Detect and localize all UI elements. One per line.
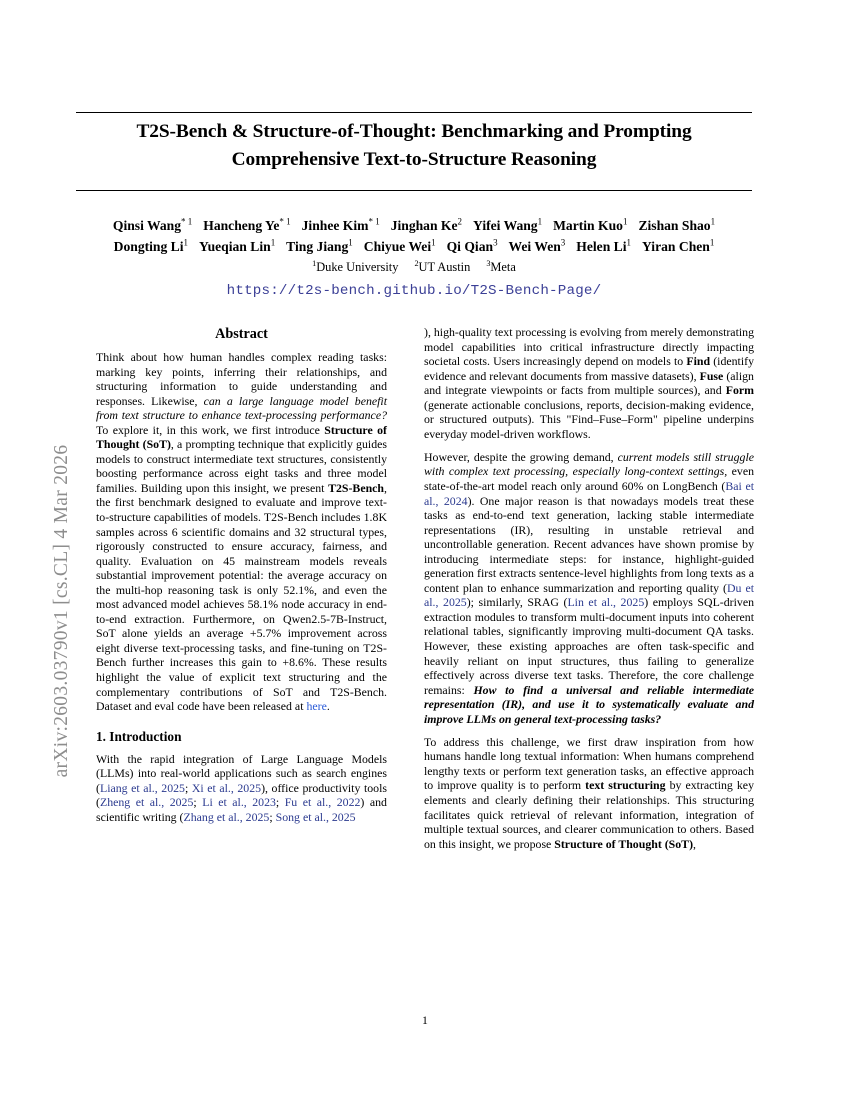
abstract-body: Think about how human handles complex reading tasks: marking key points, inferring their relationships, and structuring information to guide understanding and responses. Likewise, can a large language model benefit from text structure to enhance text-processing performance? To explore it, in this work, we first introduce Structure of Thought (SoT), a prompting technique that explicitly guides models to construct intermediate text structures, consistently boosting performance across eight tasks and three model families. Building upon this insight, we present T2S-Bench, the first benchmark designed to evaluate and improve text-to-structure capabilities of models. T2S-Bench includes 1.8K samples across 6 scientific domains and 32 structural types, rigorously constructed to ensure accuracy, fairness, and quality. Evaluation on 45 mainstream models reveals substantial improvement potential: the average accuracy on the multi-hop reasoning task is only 52.1%, and even the most advanced model achieves 58.1% node accuracy in end-to-end extraction. Furthermore, on Qwen2.5-7B-Instruct, SoT alone yields an average +5.7% improvement across eight diverse text-processing tasks, and fine-tuning on T2S-Bench further increases this gain to +8.6%. These results highlight the value of explicit text structuring and the complementary contributions of SoT and T2S-Bench. Dataset and eval code have been released at here. — [96, 350, 387, 714]
column-right — [424, 325, 754, 851]
citation[interactable]: Bai et al., 2024 — [424, 478, 754, 508]
citation[interactable]: Zhang et al., 2025 — [183, 809, 270, 824]
intro-paragraph-2: However, despite the growing demand, current models still struggle with complex text processing, especially long-context settings, even state-of-the-art model reach only around 60% on LongBench (Bai et al., 2024). One major reason is that nowadays models treat these tasks as end-to-end text generation, lacking stable intermediate representations (IR), resulting in unstable retrieval and uncontrollable generation. Recent advances have shown promise by introducing intermediate steps: for instance, highlight-guided generation first extracts sentence-level highlights from long texts as a content plan to enhance summarization and reporting quality (Du et al., 2025); similarly, SRAG (Lin et al., 2025) employs SQL-driven extraction modules to transform multi-document inputs into coherent relational tables, significantly improving multi-document QA tasks. However, these existing approaches are often task-specific and heavily reliant on input structures, thus failing to generalize effectively across diverse text tasks. Therefore, the core challenge remains: How to find a universal and reliable intermediate representation (IR), and use it to systematically evaluate and improve LLMs on general text-processing tasks? — [424, 449, 755, 726]
affiliation: $^2$UT Austin — [414, 258, 471, 274]
affiliation: $^3$Meta — [486, 258, 516, 274]
page-title — [76, 118, 752, 174]
author: Jinghan Ke$^2$ — [390, 216, 463, 233]
author: Qi Qian$^3$ — [446, 236, 498, 254]
intro-paragraph-1: With the rapid integration of Large Language Models (LLMs) into real-world applications such as search engines (Liang et al., 2025; Xi et al., 2025), office productivity tools (Zheng et al., 2025; Li et al., 2023; Fu et al., 2022) and scientific writing (Zhang et al., 2025; Song et al., 2025 — [96, 751, 387, 824]
affiliation: $^1$Duke University — [312, 258, 399, 274]
citation[interactable]: Liang et al., 2025 — [99, 780, 185, 795]
title-rule-top — [76, 112, 752, 113]
column-left — [96, 325, 387, 824]
section-heading-introduction: 1. Introduction — [96, 728, 182, 744]
title-line-1: T2S-Bench & Structure-of-Thought: Benchmarking and Prompting — [136, 121, 692, 142]
author: Jinhee Kim$^{* 1}$ — [301, 216, 380, 233]
author-list — [76, 216, 752, 257]
project-url-link[interactable]: https://t2s-bench.github.io/T2S-Bench-Page/ — [226, 283, 602, 299]
author: Ting Jiang$^1$ — [286, 236, 353, 254]
author: Qinsi Wang$^{* 1}$ — [112, 216, 193, 233]
citation[interactable]: Xi et al., 2025 — [191, 780, 262, 795]
author: Zishan Shao$^1$ — [638, 216, 716, 233]
author: Wei Wen$^3$ — [508, 236, 566, 254]
affiliation-list — [76, 259, 752, 276]
author: Yifei Wang$^1$ — [473, 216, 543, 233]
author-row-2 — [76, 237, 752, 258]
intro-paragraph-1-continued: ), high-quality text processing is evolving from merely demonstrating model capabilities into critical infrastructure directly impacting societal costs. Users increasingly depend on models to Find (identify evidence and relevant documents from massive datasets), Fuse (align and integrate viewpoints or facts from multiple sources), and Form (generate actionable conclusions, reports, decision-making evidence, or structured outputs). This "Find–Fuse–Form" pipeline underpins everyday model-driven workflows. — [424, 325, 754, 441]
author: Dongting Li$^1$ — [113, 236, 189, 254]
title-line-2: Comprehensive Text-to-Structure Reasoning — [231, 149, 597, 170]
author: Yiran Chen$^1$ — [642, 236, 715, 254]
citation[interactable]: Song et al., 2025 — [275, 809, 356, 824]
author: Yueqian Lin$^1$ — [199, 236, 276, 254]
intro-paragraph-3: To address this challenge, we first draw inspiration from how humans handle long textual information: When humans comprehend lengthy texts or perform text generation tasks, an effective approach to improve quality is to perform text structuring by extracting key elements and clearly defining their relationships. This structuring facilitates quick retrieval of relevant information, integration of multiple textual sources, and clearer communication to others. Based on this insight, we propose Structure of Thought (SoT), — [424, 734, 754, 851]
author: Chiyue Wei$^1$ — [363, 236, 436, 254]
citation[interactable]: Zheng et al., 2025 — [99, 795, 194, 810]
author: Martin Kuo$^1$ — [553, 216, 628, 233]
author: Helen Li$^1$ — [576, 236, 631, 254]
title-rule-bottom — [76, 190, 752, 191]
citation[interactable]: Lin et al., 2025 — [567, 595, 645, 610]
dataset-here-link[interactable]: here — [306, 699, 327, 714]
arxiv-stamp: arXiv:2603.03790v1 [cs.CL] 4 Mar 2026 — [51, 444, 72, 778]
research-question: How to find a universal and reliable intermediate representation (IR), and use it to systematically evaluate and improve LLMs on general text-processing tasks? — [424, 682, 754, 726]
citation[interactable]: Fu et al., 2022 — [284, 795, 361, 810]
page-number: 1 — [422, 1013, 428, 1027]
author-row-1 — [76, 216, 752, 237]
abstract-heading: Abstract — [215, 326, 268, 342]
citation[interactable]: Du et al., 2025 — [424, 580, 755, 610]
citation[interactable]: Li et al., 2023 — [202, 795, 276, 810]
author: Hancheng Ye$^{* 1}$ — [203, 216, 291, 233]
